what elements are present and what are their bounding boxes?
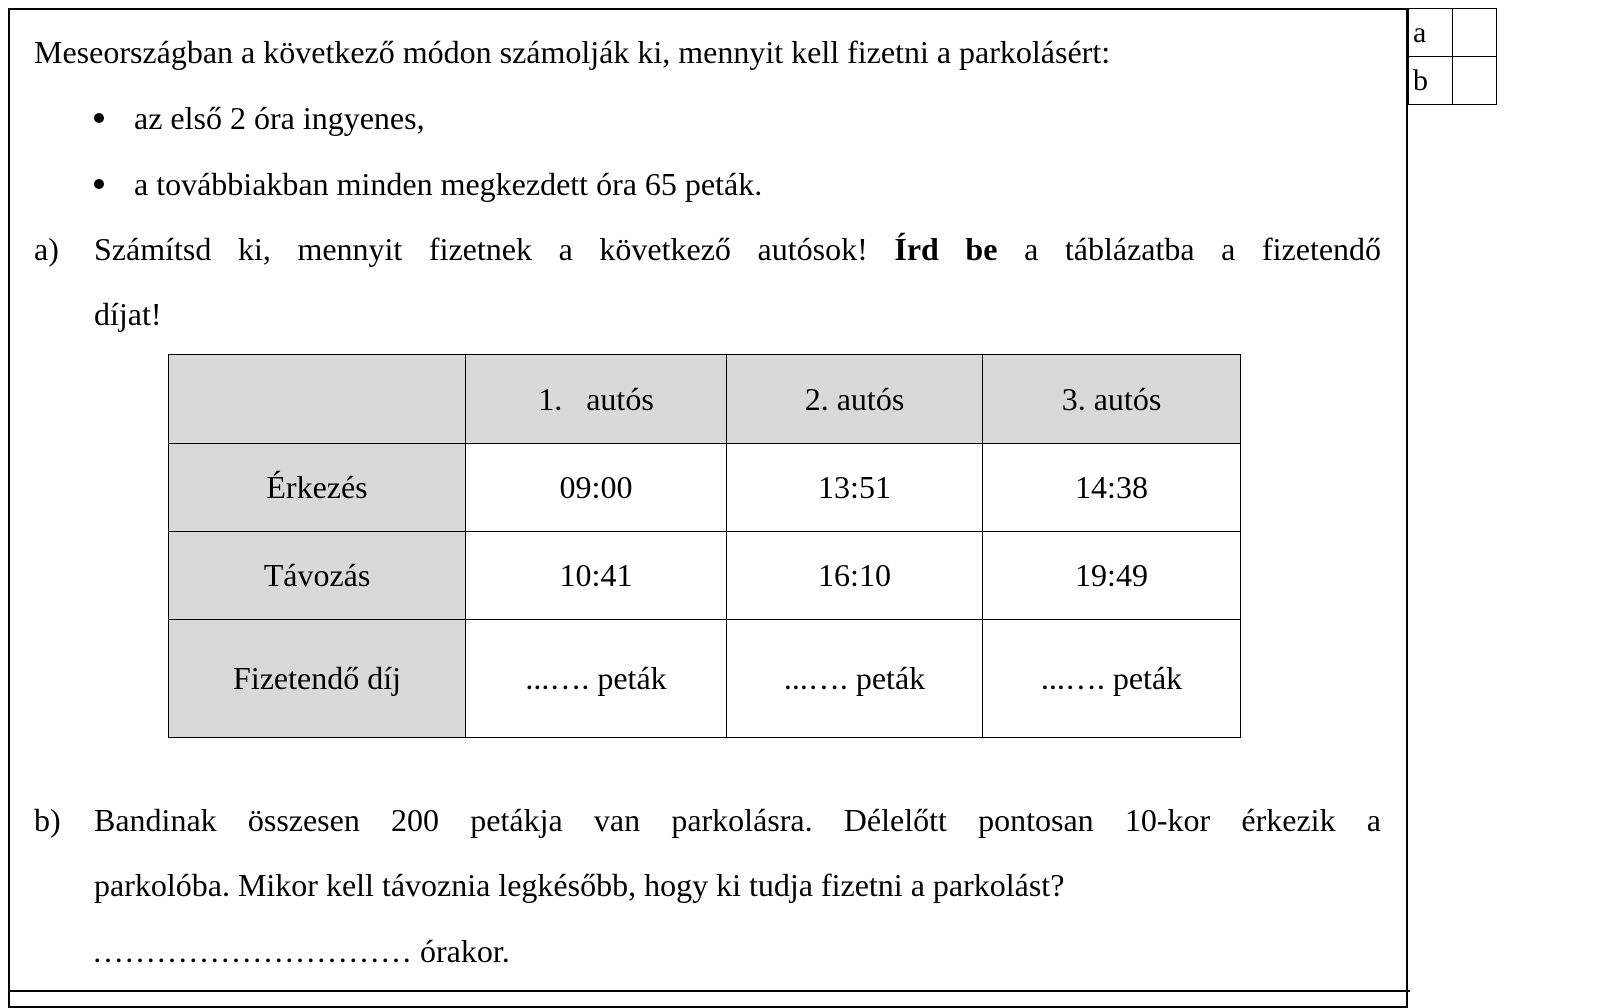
score-row-a xyxy=(1409,9,1497,57)
arrival-cell-1: 09:00 xyxy=(466,444,727,532)
parking-fee-table xyxy=(168,354,1241,738)
table-row xyxy=(169,620,1241,738)
row-label-departure: Távozás xyxy=(169,532,466,620)
score-label-a: a xyxy=(1409,9,1453,57)
bullet-icon xyxy=(94,179,104,189)
row-label-fee: Fizetendő díj xyxy=(169,620,466,738)
table-row xyxy=(169,444,1241,532)
table-header-empty xyxy=(169,355,466,444)
table-header-driver-3: 3. autós xyxy=(983,355,1241,444)
task-b-label: b) xyxy=(34,802,61,838)
task-a-line2: díjat! xyxy=(94,296,162,332)
intro-text: Meseországban a következő módon számolják ki, mennyit kell fizetni a parkolásért: xyxy=(34,34,1111,70)
row-label-arrival: Érkezés xyxy=(169,444,466,532)
score-field-b[interactable] xyxy=(1453,57,1497,105)
table-row xyxy=(169,532,1241,620)
answer-blank[interactable]: ………………………… xyxy=(92,933,412,969)
task-b-line2: parkolóba. Mikor kell távoznia legkésőbb, hogy ki tudja fizetni a parkolást? xyxy=(94,867,1065,903)
table-header-driver-2: 2. autós xyxy=(727,355,983,444)
bottom-divider xyxy=(8,990,1410,992)
fee-answer-cell-3[interactable]: ...…. peták xyxy=(983,620,1241,738)
departure-cell-1: 10:41 xyxy=(466,532,727,620)
task-b-line1: Bandinak összesen 200 petákja van parkolásra. Délelőtt pontosan 10-kor érkezik a xyxy=(94,802,1381,838)
task-a-bold-instruction: Írd be xyxy=(894,231,998,267)
rule-item-1: az első 2 óra ingyenes, xyxy=(134,100,425,136)
answer-suffix: órakor. xyxy=(420,933,510,969)
fee-answer-cell-2[interactable]: ...…. peták xyxy=(727,620,983,738)
fee-answer-cell-1[interactable]: ...…. peták xyxy=(466,620,727,738)
arrival-cell-2: 13:51 xyxy=(727,444,983,532)
arrival-cell-3: 14:38 xyxy=(983,444,1241,532)
departure-cell-2: 16:10 xyxy=(727,532,983,620)
task-a-text-after: a táblázatba a fizetendő xyxy=(1024,231,1382,267)
departure-cell-3: 19:49 xyxy=(983,532,1241,620)
score-box xyxy=(1408,8,1497,105)
score-row-b xyxy=(1409,57,1497,105)
table-header-row xyxy=(169,355,1241,444)
table-header-driver-1: 1. autós xyxy=(466,355,727,444)
score-field-a[interactable] xyxy=(1453,9,1497,57)
task-a-text-before: Számítsd ki, mennyit fizetnek a következő autósok! xyxy=(94,231,868,267)
task-b-answer-line xyxy=(92,931,510,971)
rule-item-2: a továbbiakban minden megkezdett óra 65 peták. xyxy=(134,166,763,202)
bullet-icon xyxy=(94,113,104,123)
task-a-label: a) xyxy=(34,231,59,267)
score-label-b: b xyxy=(1409,57,1453,105)
task-a-line1 xyxy=(94,229,1381,269)
